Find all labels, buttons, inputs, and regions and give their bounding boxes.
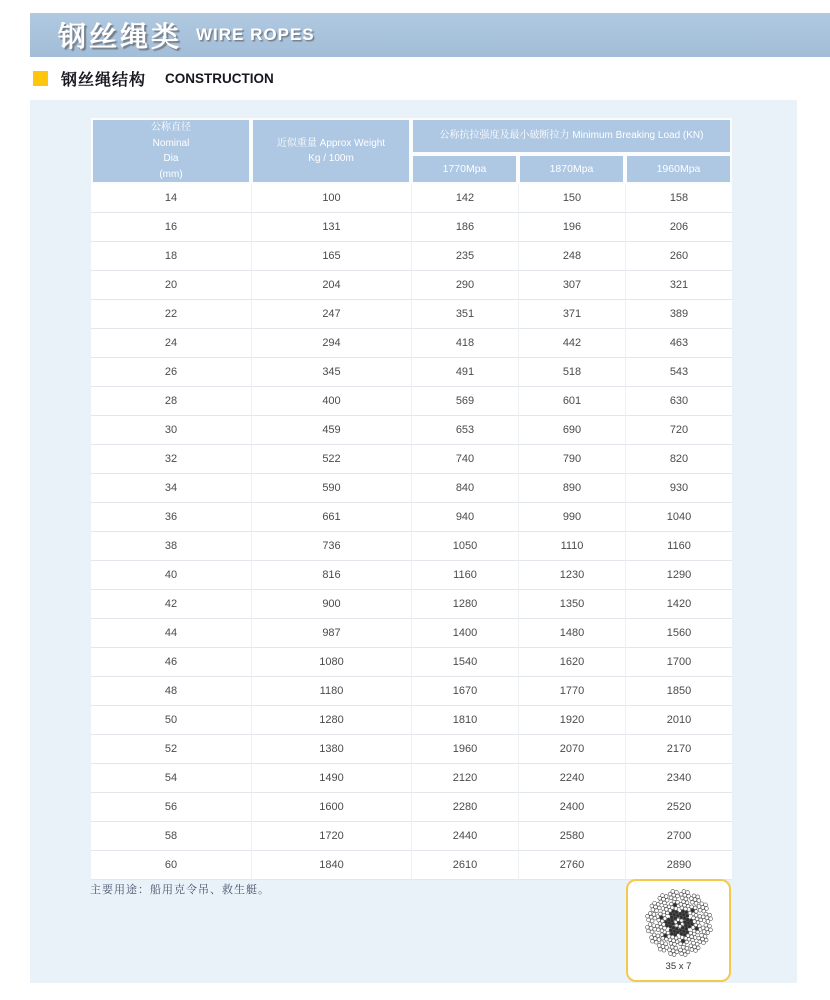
- table-row: [91, 793, 732, 822]
- cell-mbl-1960: 1850: [625, 677, 732, 706]
- cell-mbl-1770: 2440: [411, 822, 518, 851]
- cell-mbl-1960: 720: [625, 416, 732, 445]
- cell-approx-weight: 816: [251, 561, 411, 590]
- cell-nominal-dia: 26: [91, 358, 251, 387]
- cell-mbl-1870: 1620: [518, 648, 625, 677]
- cell-mbl-1870: 248: [518, 242, 625, 271]
- cell-mbl-1770: 290: [411, 271, 518, 300]
- table-row: [91, 503, 732, 532]
- cell-nominal-dia: 48: [91, 677, 251, 706]
- cell-mbl-1770: 653: [411, 416, 518, 445]
- section-title-zh: 钢丝绳结构: [61, 72, 147, 89]
- cell-approx-weight: 1600: [251, 793, 411, 822]
- cell-mbl-1870: 690: [518, 416, 625, 445]
- header-grade-1770: 1770Mpa: [411, 154, 518, 184]
- cell-mbl-1960: 2890: [625, 851, 732, 880]
- cell-mbl-1770: 569: [411, 387, 518, 416]
- cell-nominal-dia: 50: [91, 706, 251, 735]
- cell-mbl-1960: 2170: [625, 735, 732, 764]
- cell-approx-weight: 590: [251, 474, 411, 503]
- cell-mbl-1960: 820: [625, 445, 732, 474]
- cell-approx-weight: 1080: [251, 648, 411, 677]
- cell-nominal-dia: 16: [91, 213, 251, 242]
- cell-mbl-1960: 2520: [625, 793, 732, 822]
- cell-mbl-1870: 442: [518, 329, 625, 358]
- usage-note: 主要用途：船用克令吊、救生艇。: [90, 884, 270, 896]
- table-row: [91, 242, 732, 271]
- banner-title-en: WIRE ROPES: [196, 25, 315, 44]
- cell-mbl-1770: 491: [411, 358, 518, 387]
- cell-mbl-1960: 1420: [625, 590, 732, 619]
- header-approx-weight-line2: Kg / 100m: [308, 153, 354, 164]
- cell-nominal-dia: 54: [91, 764, 251, 793]
- cell-approx-weight: 1380: [251, 735, 411, 764]
- construction-table: [91, 118, 732, 880]
- table-body: [91, 184, 732, 880]
- cell-mbl-1870: 2580: [518, 822, 625, 851]
- table-row: [91, 184, 732, 213]
- cell-mbl-1770: 2120: [411, 764, 518, 793]
- cell-mbl-1770: 2280: [411, 793, 518, 822]
- cell-mbl-1770: 740: [411, 445, 518, 474]
- cell-mbl-1960: 1560: [625, 619, 732, 648]
- table-row: [91, 677, 732, 706]
- cell-mbl-1770: 1670: [411, 677, 518, 706]
- table-row: [91, 416, 732, 445]
- cell-mbl-1870: 1770: [518, 677, 625, 706]
- header-nominal-dia-en2: Dia: [163, 153, 179, 164]
- cell-nominal-dia: 36: [91, 503, 251, 532]
- cell-nominal-dia: 20: [91, 271, 251, 300]
- table-row: [91, 532, 732, 561]
- cell-nominal-dia: 22: [91, 300, 251, 329]
- cell-approx-weight: 1840: [251, 851, 411, 880]
- cell-nominal-dia: 28: [91, 387, 251, 416]
- header-grade-1960: 1960Mpa: [625, 154, 732, 184]
- table-row: [91, 329, 732, 358]
- cell-mbl-1770: 940: [411, 503, 518, 532]
- cell-approx-weight: 1720: [251, 822, 411, 851]
- cell-nominal-dia: 30: [91, 416, 251, 445]
- cell-approx-weight: 1180: [251, 677, 411, 706]
- cell-mbl-1770: 1400: [411, 619, 518, 648]
- header-breaking-load-group: 公称抗拉强度及最小破断拉力 Minimum Breaking Load (KN): [411, 118, 732, 154]
- cell-mbl-1770: 1050: [411, 532, 518, 561]
- table-row: [91, 590, 732, 619]
- cell-nominal-dia: 58: [91, 822, 251, 851]
- cell-approx-weight: 522: [251, 445, 411, 474]
- rope-diagram-box: [626, 879, 731, 982]
- cell-mbl-1870: 307: [518, 271, 625, 300]
- table-row: [91, 300, 732, 329]
- cell-mbl-1960: 1160: [625, 532, 732, 561]
- table-row: [91, 735, 732, 764]
- cell-mbl-1870: 2240: [518, 764, 625, 793]
- cell-nominal-dia: 46: [91, 648, 251, 677]
- cell-mbl-1770: 418: [411, 329, 518, 358]
- cell-mbl-1960: 260: [625, 242, 732, 271]
- cell-nominal-dia: 38: [91, 532, 251, 561]
- cell-approx-weight: 345: [251, 358, 411, 387]
- cell-mbl-1960: 389: [625, 300, 732, 329]
- cell-mbl-1870: 1350: [518, 590, 625, 619]
- cell-approx-weight: 400: [251, 387, 411, 416]
- cell-mbl-1960: 630: [625, 387, 732, 416]
- cell-nominal-dia: 32: [91, 445, 251, 474]
- cell-mbl-1770: 351: [411, 300, 518, 329]
- cell-approx-weight: 100: [251, 184, 411, 213]
- cell-approx-weight: 165: [251, 242, 411, 271]
- cell-nominal-dia: 14: [91, 184, 251, 213]
- cell-nominal-dia: 52: [91, 735, 251, 764]
- cell-mbl-1870: 150: [518, 184, 625, 213]
- cell-nominal-dia: 44: [91, 619, 251, 648]
- table-row: [91, 271, 732, 300]
- cell-mbl-1960: 463: [625, 329, 732, 358]
- table-row: [91, 764, 732, 793]
- cell-mbl-1960: 930: [625, 474, 732, 503]
- table-header: [91, 118, 732, 184]
- header-nominal-dia: [91, 118, 251, 184]
- cell-mbl-1870: 990: [518, 503, 625, 532]
- cell-mbl-1870: 518: [518, 358, 625, 387]
- table-row: [91, 851, 732, 880]
- cell-mbl-1870: 890: [518, 474, 625, 503]
- section-title-en: CONSTRUCTION: [165, 71, 274, 86]
- cell-mbl-1870: 790: [518, 445, 625, 474]
- cell-mbl-1770: 235: [411, 242, 518, 271]
- cell-mbl-1770: 186: [411, 213, 518, 242]
- table-row: [91, 474, 732, 503]
- cell-mbl-1770: 1540: [411, 648, 518, 677]
- cell-mbl-1870: 196: [518, 213, 625, 242]
- cell-mbl-1960: 543: [625, 358, 732, 387]
- cell-mbl-1870: 2400: [518, 793, 625, 822]
- table-row: [91, 445, 732, 474]
- cell-approx-weight: 294: [251, 329, 411, 358]
- table-row: [91, 619, 732, 648]
- cell-mbl-1960: 2700: [625, 822, 732, 851]
- cell-mbl-1770: 1810: [411, 706, 518, 735]
- cell-approx-weight: 1490: [251, 764, 411, 793]
- table-row: [91, 822, 732, 851]
- header-nominal-dia-unit: (mm): [159, 168, 183, 180]
- header-nominal-dia-zh: 公称直径: [151, 122, 191, 133]
- table-row: [91, 387, 732, 416]
- cell-mbl-1870: 1480: [518, 619, 625, 648]
- cell-nominal-dia: 34: [91, 474, 251, 503]
- cell-mbl-1770: 1160: [411, 561, 518, 590]
- cell-mbl-1960: 2340: [625, 764, 732, 793]
- cell-approx-weight: 987: [251, 619, 411, 648]
- banner-title-zh: 钢丝绳类: [58, 21, 183, 52]
- section-header: [33, 67, 274, 90]
- cell-approx-weight: 1280: [251, 706, 411, 735]
- page-banner: [30, 13, 830, 57]
- cell-mbl-1870: 371: [518, 300, 625, 329]
- cell-nominal-dia: 24: [91, 329, 251, 358]
- header-nominal-dia-en1: Nominal: [152, 137, 190, 149]
- cell-mbl-1770: 1280: [411, 590, 518, 619]
- cell-mbl-1870: 2760: [518, 851, 625, 880]
- table-row: [91, 358, 732, 387]
- cell-nominal-dia: 18: [91, 242, 251, 271]
- cell-mbl-1870: 601: [518, 387, 625, 416]
- cell-mbl-1960: 1040: [625, 503, 732, 532]
- cell-mbl-1770: 142: [411, 184, 518, 213]
- diagram-label: 35 x 7: [665, 961, 692, 972]
- cell-approx-weight: 900: [251, 590, 411, 619]
- cell-approx-weight: 459: [251, 416, 411, 445]
- cell-mbl-1870: 1230: [518, 561, 625, 590]
- table-row: [91, 706, 732, 735]
- cell-mbl-1960: 1700: [625, 648, 732, 677]
- cell-mbl-1960: 2010: [625, 706, 732, 735]
- rope-cross-section-diagram: [639, 883, 719, 963]
- cell-approx-weight: 247: [251, 300, 411, 329]
- cell-mbl-1770: 1960: [411, 735, 518, 764]
- cell-nominal-dia: 56: [91, 793, 251, 822]
- cell-mbl-1960: 1290: [625, 561, 732, 590]
- header-approx-weight-line1: 近似重量 Approx Weight: [276, 137, 386, 149]
- table-row: [91, 648, 732, 677]
- table-row: [91, 561, 732, 590]
- cell-nominal-dia: 40: [91, 561, 251, 590]
- cell-approx-weight: 131: [251, 213, 411, 242]
- cell-mbl-1960: 206: [625, 213, 732, 242]
- cell-mbl-1770: 2610: [411, 851, 518, 880]
- cell-mbl-1960: 158: [625, 184, 732, 213]
- cell-mbl-1960: 321: [625, 271, 732, 300]
- cell-mbl-1770: 840: [411, 474, 518, 503]
- content-panel: [30, 100, 797, 983]
- cell-mbl-1870: 1920: [518, 706, 625, 735]
- cell-approx-weight: 204: [251, 271, 411, 300]
- table-row: [91, 213, 732, 242]
- cell-nominal-dia: 42: [91, 590, 251, 619]
- cell-mbl-1870: 1110: [518, 532, 625, 561]
- section-bullet-icon: [33, 71, 48, 86]
- cell-approx-weight: 661: [251, 503, 411, 532]
- header-grade-1870: 1870Mpa: [518, 154, 625, 184]
- cell-approx-weight: 736: [251, 532, 411, 561]
- cell-nominal-dia: 60: [91, 851, 251, 880]
- cell-mbl-1870: 2070: [518, 735, 625, 764]
- header-approx-weight: [251, 118, 411, 184]
